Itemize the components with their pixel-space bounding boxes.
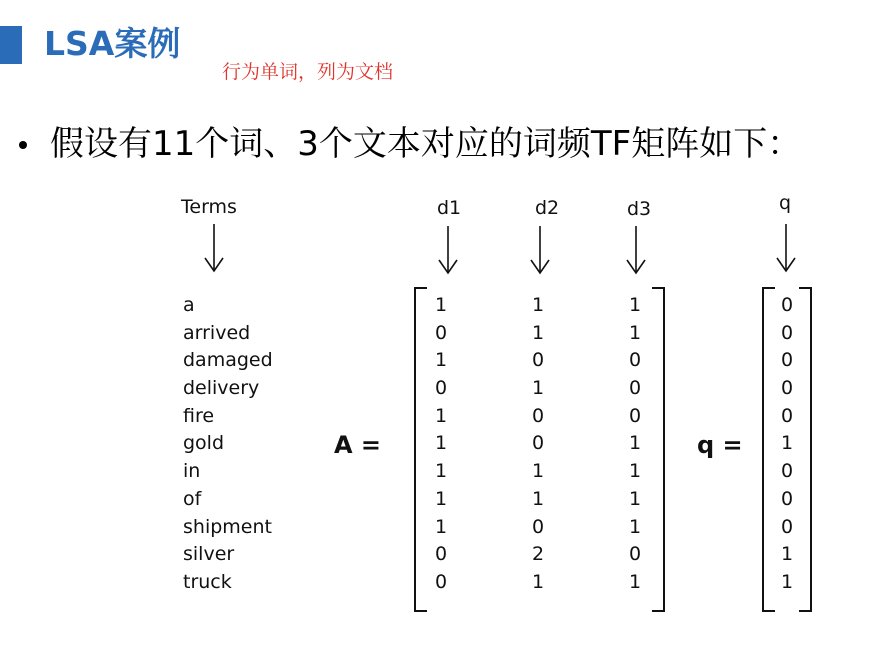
term-item: shipment xyxy=(183,515,272,538)
d3-arrow-icon xyxy=(624,224,648,276)
col-header-d1: d1 xyxy=(437,197,462,219)
matrix-cell: 0 xyxy=(434,543,448,566)
term-item: arrived xyxy=(183,321,251,344)
matrix-cell: 1 xyxy=(628,460,642,483)
col-header-d3: d3 xyxy=(627,198,652,220)
vector-cell: 0 xyxy=(780,515,794,538)
matrix-cell: 0 xyxy=(434,321,448,344)
d1-arrow-icon xyxy=(436,224,460,276)
vector-cell: 0 xyxy=(780,404,794,427)
matrix-cell: 0 xyxy=(628,349,642,372)
term-item: gold xyxy=(183,432,225,455)
matrix-cell: 0 xyxy=(531,515,545,538)
d2-arrow-icon xyxy=(528,224,552,276)
matrix-cell: 1 xyxy=(434,515,448,538)
title-accent-bar xyxy=(0,26,22,64)
vector-cell: 1 xyxy=(780,543,794,566)
matrix-cell: 1 xyxy=(434,349,448,372)
matrix-cell: 0 xyxy=(531,432,545,455)
matrix-cell: 0 xyxy=(628,404,642,427)
matrix-cell: 1 xyxy=(531,487,545,510)
terms-header: Terms xyxy=(181,196,237,218)
matrix-a-column-d3 xyxy=(620,292,650,597)
term-item: in xyxy=(183,460,201,483)
bullet-text: 假设有11个词、3个文本对应的词频TF矩阵如下： xyxy=(50,124,802,164)
matrix-cell: 0 xyxy=(434,570,448,593)
matrix-cell: 1 xyxy=(628,487,642,510)
matrix-cell: 1 xyxy=(628,570,642,593)
slide-note: 行为单词，列为文档 xyxy=(222,61,394,83)
matrix-cell: 1 xyxy=(531,321,545,344)
vector-cell: 1 xyxy=(780,432,794,455)
matrix-cell: 0 xyxy=(628,377,642,400)
matrix-cell: 1 xyxy=(434,432,448,455)
vector-q-column xyxy=(772,292,802,597)
matrix-cell: 0 xyxy=(531,349,545,372)
matrix-a-column-d1 xyxy=(426,292,456,597)
col-header-d2: d2 xyxy=(535,197,560,219)
q-arrow-icon xyxy=(774,222,798,274)
terms-arrow-icon xyxy=(202,222,226,274)
matrix-a-column-d2 xyxy=(523,292,553,597)
matrix-cell: 1 xyxy=(531,460,545,483)
matrix-cell: 1 xyxy=(531,570,545,593)
matrix-cell: 1 xyxy=(434,460,448,483)
matrix-cell: 0 xyxy=(531,404,545,427)
vector-cell: 0 xyxy=(780,377,794,400)
slide-title: LSA案例 xyxy=(44,24,181,63)
matrix-cell: 1 xyxy=(434,487,448,510)
matrix-cell: 1 xyxy=(434,404,448,427)
vector-cell: 0 xyxy=(780,321,794,344)
matrix-cell: 1 xyxy=(531,377,545,400)
vector-cell: 0 xyxy=(780,460,794,483)
term-item: damaged xyxy=(183,349,273,372)
vector-cell: 0 xyxy=(780,487,794,510)
matrix-cell: 0 xyxy=(434,377,448,400)
term-list xyxy=(183,292,273,597)
term-item: delivery xyxy=(183,377,260,400)
bullet-icon xyxy=(19,141,27,149)
vector-cell: 0 xyxy=(780,294,794,316)
term-item: truck xyxy=(183,570,232,593)
term-item: a xyxy=(183,294,195,316)
matrix-cell: 2 xyxy=(531,543,545,566)
matrix-cell: 1 xyxy=(628,515,642,538)
matrix-cell: 1 xyxy=(531,294,545,316)
matrix-cell: 1 xyxy=(628,294,642,316)
matrix-cell: 1 xyxy=(628,321,642,344)
matrix-cell: 1 xyxy=(628,432,642,455)
q-header: q xyxy=(779,192,792,214)
vector-cell: 0 xyxy=(780,349,794,372)
matrix-a-right-bracket xyxy=(650,287,666,613)
vector-q-label: q = xyxy=(697,431,743,459)
vector-cell: 1 xyxy=(780,570,794,593)
term-item: of xyxy=(183,487,202,510)
matrix-a-label: A = xyxy=(334,431,382,459)
term-item: fire xyxy=(183,404,215,427)
term-item: silver xyxy=(183,543,235,566)
matrix-cell: 0 xyxy=(628,543,642,566)
matrix-cell: 1 xyxy=(434,294,448,316)
